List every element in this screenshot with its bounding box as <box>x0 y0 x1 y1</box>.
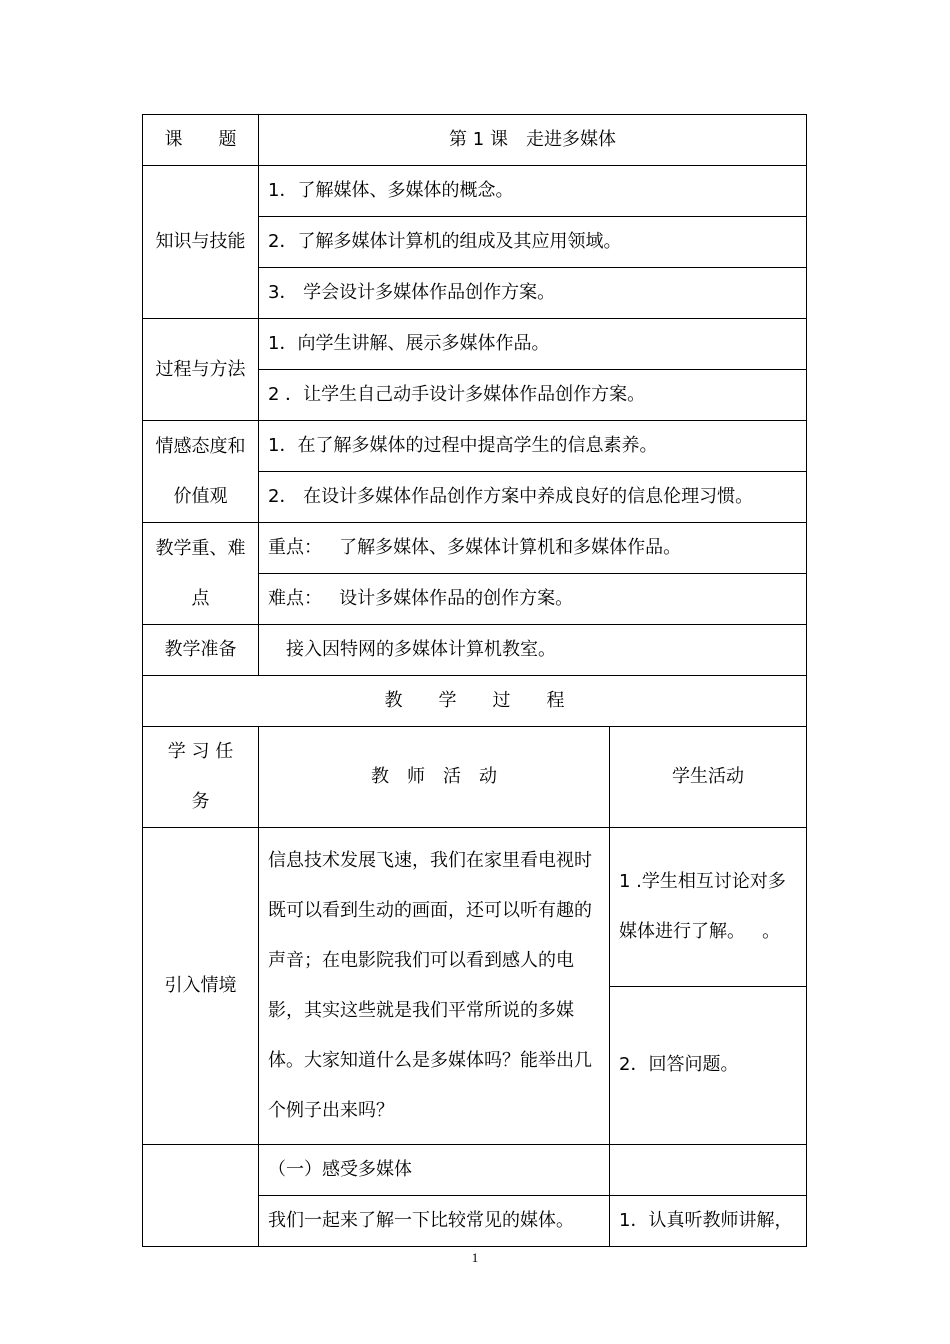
column-header-task-line1: 学 习 任 <box>167 741 234 762</box>
section1-teacher-heading: （一）感受多媒体 <box>259 1145 610 1196</box>
intro-student-2: 2．回答问题。 <box>610 986 807 1145</box>
key-points-label <box>143 523 259 625</box>
process-item-1: 1．向学生讲解、展示多媒体作品。 <box>259 319 807 370</box>
intro-teacher-cell <box>259 828 610 1145</box>
column-header-teacher: 教 师 活 动 <box>259 727 610 828</box>
column-header-task-line2: 务 <box>191 791 210 812</box>
process-item-2: 2 ．让学生自己动手设计多媒体作品创作方案。 <box>259 370 807 421</box>
lesson-plan-table <box>142 114 807 1247</box>
knowledge-item-3: 3． 学会设计多媒体作品创作方案。 <box>259 268 807 319</box>
key-point-item: 重点： 了解多媒体、多媒体计算机和多媒体作品。 <box>259 523 807 574</box>
column-header-student: 学生活动 <box>610 727 807 828</box>
attitude-label <box>143 421 259 523</box>
page-number: 1 <box>471 1250 479 1265</box>
section1-student-empty <box>610 1145 807 1196</box>
attitude-item-1: 1．在了解多媒体的过程中提高学生的信息素养。 <box>259 421 807 472</box>
knowledge-item-1: 1．了解媒体、多媒体的概念。 <box>259 166 807 217</box>
process-heading: 教 学 过 程 <box>143 676 807 727</box>
topic-value: 第 1 课 走进多媒体 <box>259 115 807 166</box>
attitude-item-2: 2． 在设计多媒体作品创作方案中养成良好的信息伦理习惯。 <box>259 472 807 523</box>
key-points-label-line2: 点 <box>191 587 210 609</box>
attitude-label-line1: 情感态度和 <box>155 435 246 457</box>
intro-teacher-text: 信息技术发展飞速，我们在家里看电视时既可以看到生动的画面，还可以听有趣的声音；在电影院我们可以看到感人的电影，其实这些就是我们平常所说的多媒体。大家知道什么是多媒体吗？能举出几个例子出来吗？ <box>268 850 592 1121</box>
column-header-task <box>143 727 259 828</box>
difficult-point-item: 难点： 设计多媒体作品的创作方案。 <box>259 574 807 625</box>
intro-task-label: 引入情境 <box>143 828 259 1145</box>
key-points-label-line1: 教学重、难 <box>155 537 246 559</box>
topic-row <box>143 115 807 166</box>
preparation-value: 接入因特网的多媒体计算机教室。 <box>259 625 807 676</box>
section1-student-text: 1．认真听教师讲解， <box>610 1196 807 1247</box>
attitude-label-line2: 价值观 <box>173 485 228 507</box>
knowledge-label: 知识与技能 <box>143 166 259 319</box>
section1-teacher-text: 我们一起来了解一下比较常见的媒体。 <box>259 1196 610 1247</box>
intro-student-1: 1 .学生相互讨论对多媒体进行了解。 。 <box>610 828 807 987</box>
process-label: 过程与方法 <box>143 319 259 421</box>
knowledge-item-2: 2．了解多媒体计算机的组成及其应用领域。 <box>259 217 807 268</box>
topic-label: 课 题 <box>143 115 259 166</box>
section1-task-cell <box>143 1145 259 1247</box>
preparation-label: 教学准备 <box>143 625 259 676</box>
